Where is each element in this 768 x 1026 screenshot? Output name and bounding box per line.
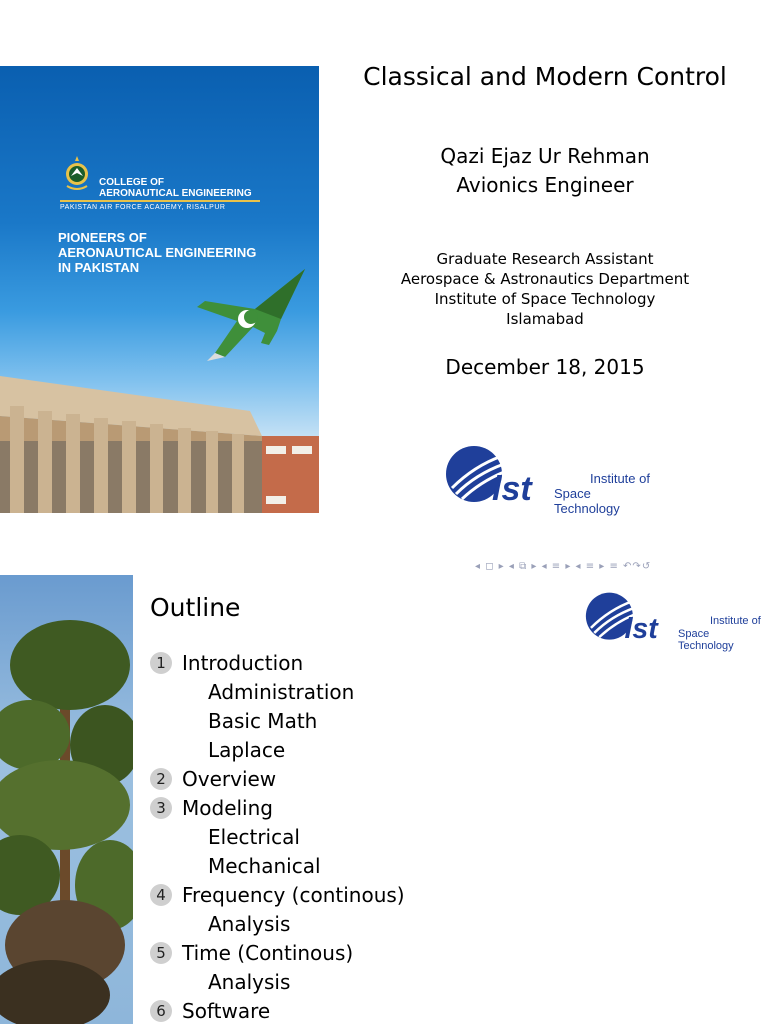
toc-subsection[interactable]: Mechanical [208,854,321,878]
toc-subsection[interactable]: Analysis [208,912,291,936]
toc-subsection[interactable]: Laplace [208,738,286,762]
ist-logo [446,444,656,516]
section-label: Modeling [182,796,273,820]
author-block [330,142,760,200]
svg-text:ist: ist [492,470,532,506]
section-number-badge: 1 [150,652,172,674]
slogan-line-3: IN PAKISTAN [58,260,140,275]
logo-line-2: Space Technology [554,485,620,516]
ist-logo-text [554,472,656,517]
section-label: Overview [182,767,277,791]
gold-divider [60,200,260,202]
slogan-line-1: PIONEERS OF [58,230,147,245]
affiliation-block [330,249,760,329]
section-number-badge: 5 [150,942,172,964]
svg-text:ist: ist [624,612,658,643]
section-label: Introduction [182,651,304,675]
toc-section[interactable] [150,649,405,678]
slogan-line-2: AERONAUTICAL ENGINEERING [58,245,257,260]
college-line-2: AERONAUTICAL ENGINEERING [99,188,252,199]
ist-logo-text [678,615,764,653]
author-name: Qazi Ejaz Ur Rehman [440,144,650,168]
outline-title: Outline [150,593,241,622]
presentation-title: Classical and Modern Control [363,62,727,91]
ist-logo [584,591,764,653]
logo-line-1: Institute of [590,471,650,486]
logo-line-1: Institute of [710,615,761,627]
affiliation-line: Islamabad [506,310,584,328]
section-label: Software [182,999,271,1023]
toc-subsection[interactable]: Analysis [208,970,291,994]
author-role: Avionics Engineer [456,173,634,197]
academy-line: PAKISTAN AIR FORCE ACADEMY, RISALPUR [60,204,226,211]
college-cover-image [0,66,319,513]
toc-section[interactable] [150,997,405,1026]
section-number-badge: 4 [150,884,172,906]
section-label: Time (Continous) [182,941,354,965]
ist-swoosh-icon [446,444,556,506]
college-line-1: COLLEGE OF [99,177,164,188]
college-building-image [0,346,319,513]
beamer-navigation-bar[interactable]: ◂ ◻ ▸ ◂ ⧉ ▸ ◂ ≡ ▸ ◂ ≡ ▸ ≡ ↶↷↺ [475,561,652,572]
ist-swoosh-icon [584,591,680,643]
section-number-badge: 2 [150,768,172,790]
toc-section[interactable] [150,881,405,910]
presentation-date: December 18, 2015 [445,355,645,379]
tree-image [0,575,133,1024]
section-number-badge: 3 [150,797,172,819]
outline-slide [0,575,768,1024]
logo-line-2: Space Technology [678,627,734,653]
toc-section[interactable] [150,794,405,823]
section-label: Frequency (continous) [182,883,405,907]
toc-section[interactable] [150,939,405,968]
toc-subsection[interactable]: Administration [208,680,355,704]
toc-section[interactable] [150,765,405,794]
toc-subsection[interactable]: Electrical [208,825,300,849]
affiliation-line: Aerospace & Astronautics Department [400,270,690,288]
toc-subsection[interactable]: Basic Math [208,709,318,733]
college-crest-icon [62,154,92,194]
affiliation-line: Institute of Space Technology [434,290,656,308]
tree-illustration [0,575,133,1024]
table-of-contents [150,649,405,1026]
college-name [99,177,252,199]
section-number-badge: 6 [150,1000,172,1022]
affiliation-line: Graduate Research Assistant [436,250,654,268]
